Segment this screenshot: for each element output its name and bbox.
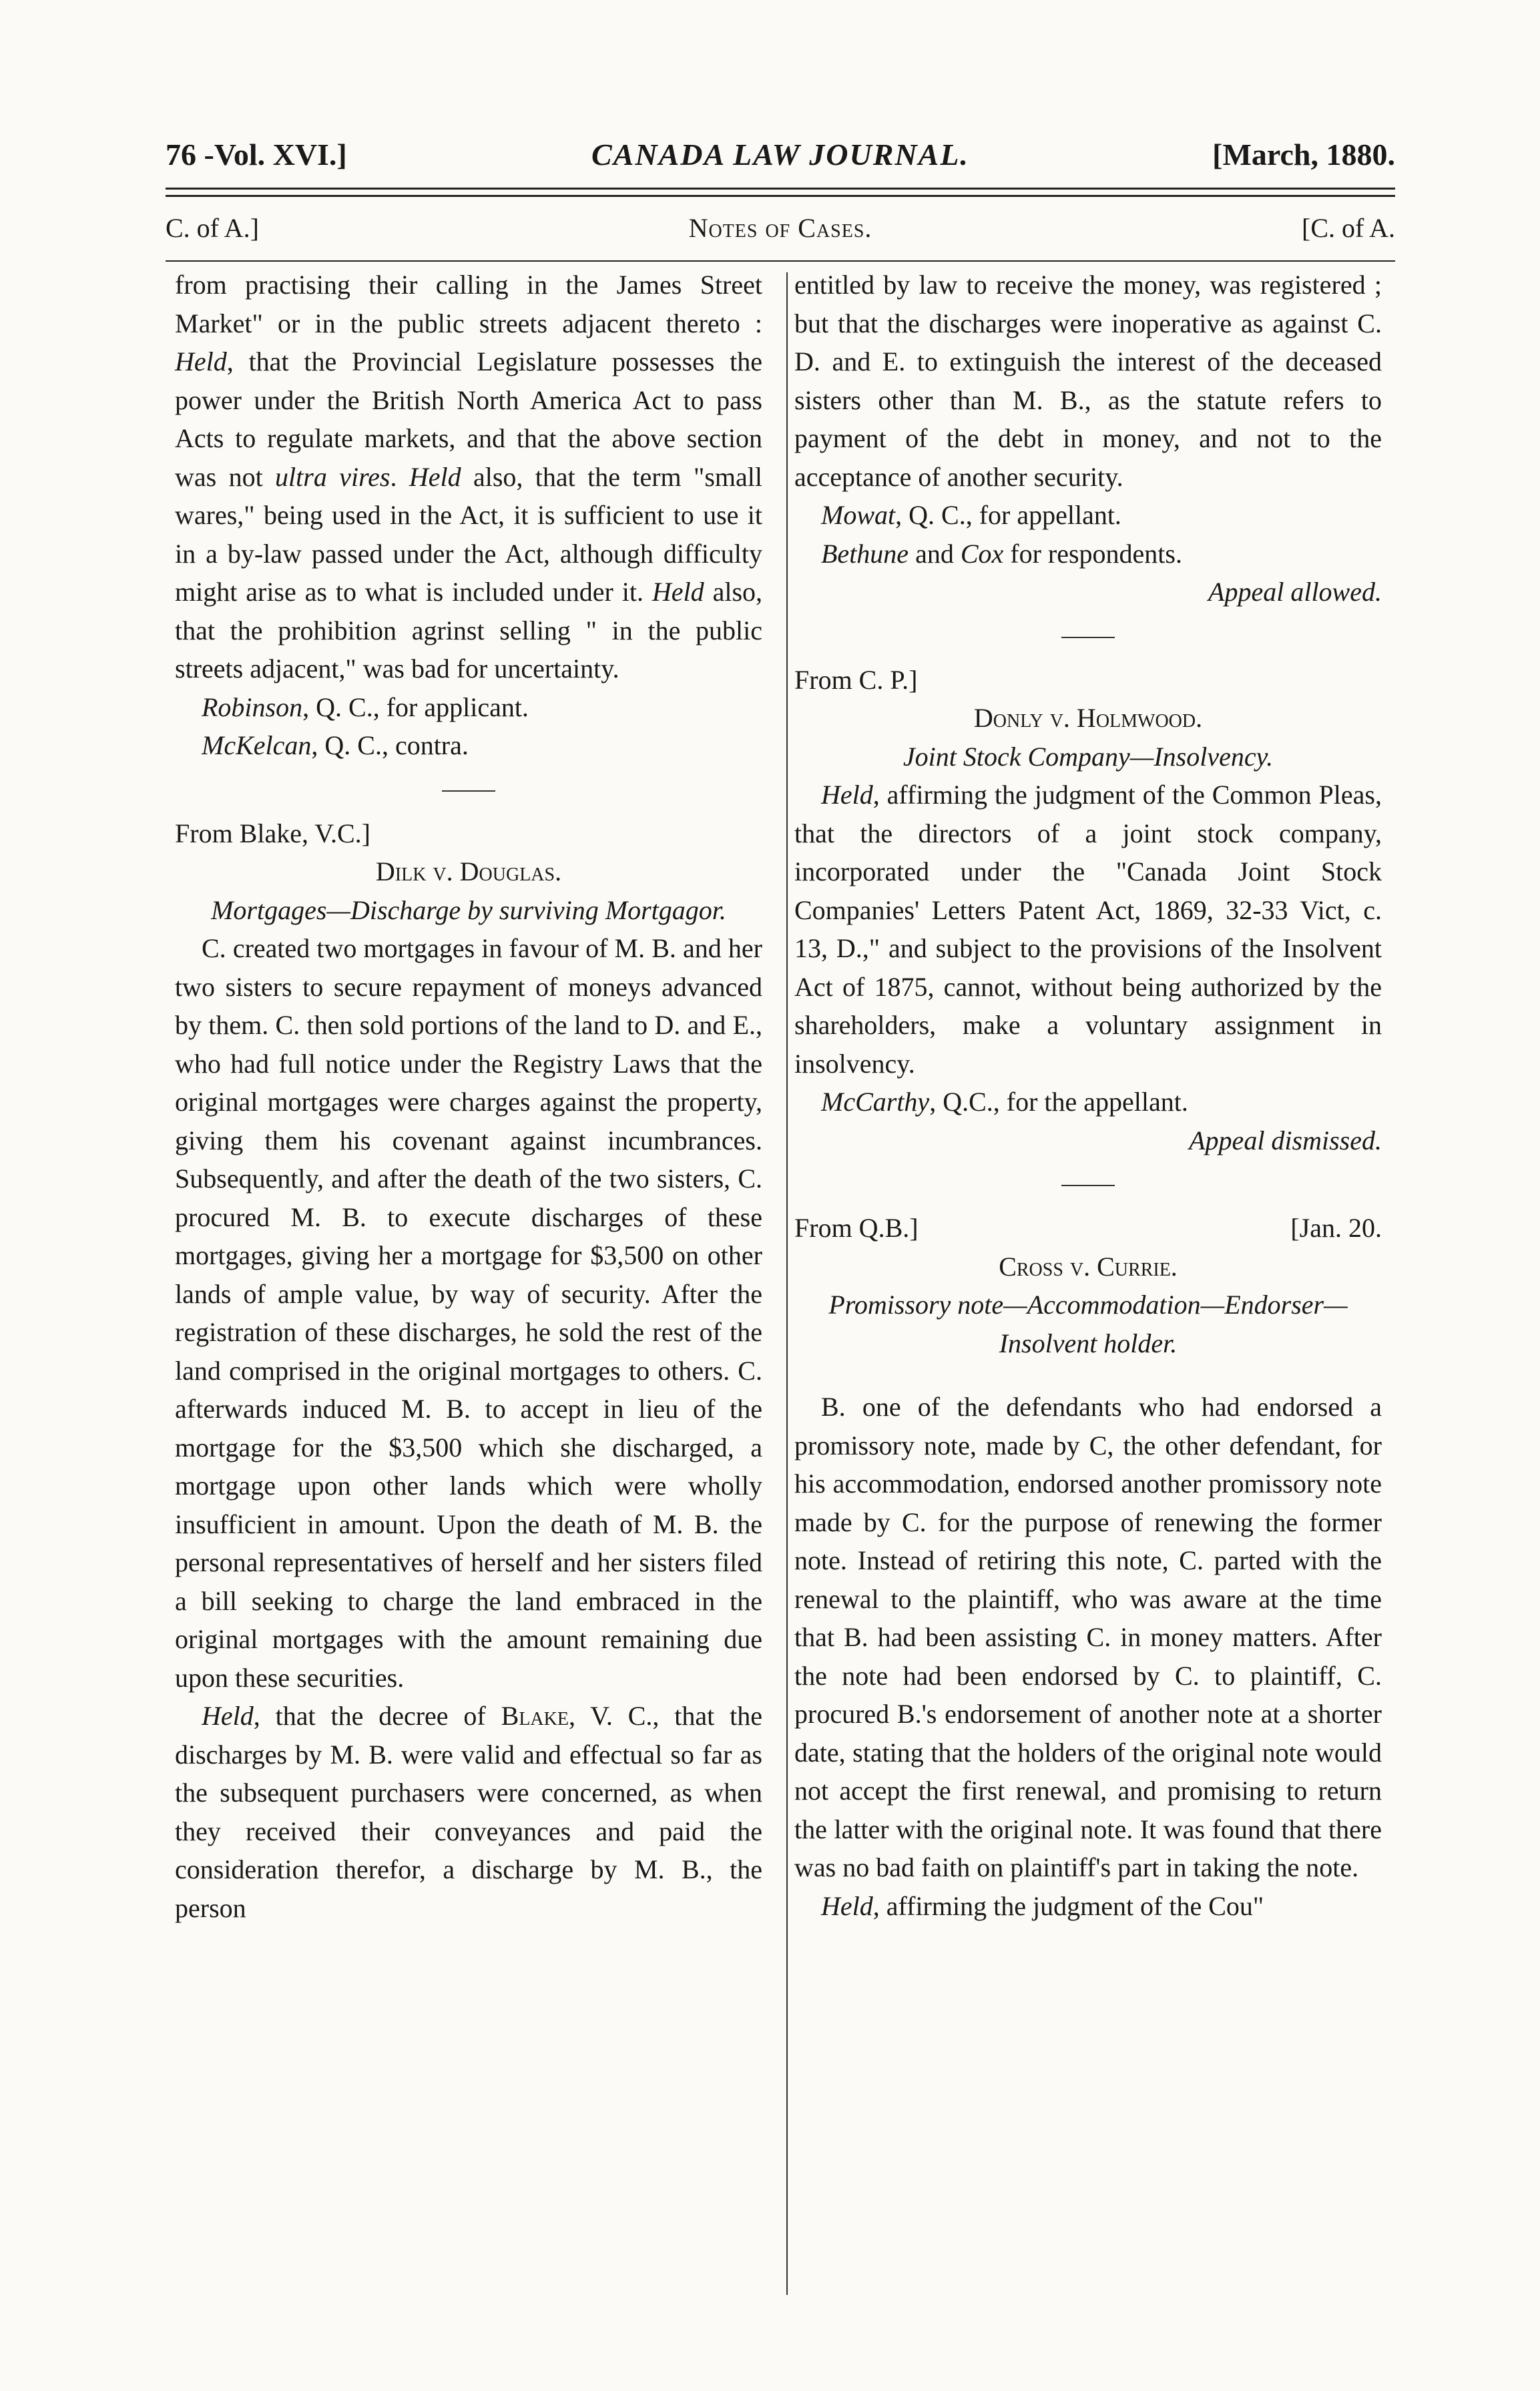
running-head: [166, 137, 1395, 177]
case2-body: C. created two mortgages in favour of M. B. and her two sisters to secure repayment of moneys advanced by them. C. then sold portions of the land to D. and E., who had full notice under the Registry Laws that the original mortgages were charges against the property, giving them his covenant against incumbrances. Subsequently, and after the death of the two sisters, C. procured M. B. to execute discharges of these mortgages, giving her a mortgage for $3,500 on other lands of ample value, by way of security. After the registration of these discharges, he sold the rest of the land comprised in the original mortgages to others. C. afterwards induced M. B. to accept in lieu of the mortgage for the $3,500 which she discharged, a mortgage upon other lands which were wholly insufficient in amount. Upon the death of M. B. the personal representatives of herself and her sisters filed a bill seeking to charge the land embraced in the original mortgages with the amount remaining due upon these securities.: [175, 933, 762, 1693]
case2-held: Held, that the decree of Blake, V. C., that the discharges by M. B. were valid and effectual so far as the subsequent purchasers were concerned, as when they received their conveyances and paid the consideration therefor, a discharge by M. B., the person: [175, 1701, 762, 1923]
disposition: Appeal allowed.: [1208, 577, 1382, 607]
left-column: [175, 266, 762, 1927]
counsel-line: McCarthy, Q.C., for the appellant.: [821, 1087, 1188, 1117]
disposition: Appeal dismissed.: [1189, 1125, 1382, 1155]
column-divider: [786, 272, 788, 2295]
counsel-line: Mowat, Q. C., for appellant.: [821, 500, 1121, 530]
header-rule-top: [166, 188, 1395, 190]
case4-held: Held, affirming the judgment of the Cou": [821, 1890, 1264, 1921]
case4-court: From Q.B.]: [794, 1213, 919, 1243]
case3-court: From C. P.]: [794, 664, 918, 695]
counsel-line: McKelcan, Q. C., contra.: [202, 730, 469, 760]
header-rule-bottom: [166, 195, 1395, 197]
case2-court: From Blake, V.C.]: [175, 818, 370, 848]
right-column: [794, 266, 1382, 1925]
case3-title: Donly v. Holmwood.: [973, 703, 1203, 733]
case4-court-line: [794, 1209, 1382, 1248]
case4-body: B. one of the defendants who had endorsed a promissory note, made by C, the other defendant, for his accommodation, endorsed another promissory note made by C. for the purpose of renewing the former note. Instead of retiring this note, C. parted with the renewal to the plaintiff, who was aware at the time that B. had been assisting C. in money matters. After the note had been endorsed by C. to plaintiff, C. procured B.'s endorsement of another note at a shorter date, stating that the holders of the original note would not accept the first renewal, and promising to return the latter with the original note. It was found that there was no bad faith on plaintiff's part in taking the note.: [794, 1392, 1382, 1882]
counsel-line: Robinson, Q. C., for applicant.: [202, 692, 529, 722]
section-court-right: [C. of A.: [1302, 213, 1395, 243]
case2-title: Dilk v. Douglas.: [375, 856, 562, 886]
case-separator: [1061, 637, 1115, 638]
case2-topic: Mortgages—Discharge by surviving Mortgagor.: [211, 894, 726, 925]
section-title: Notes of Cases.: [688, 213, 872, 243]
page-volume: 76 -Vol. XVI.]: [166, 138, 347, 172]
case3-topic: Joint Stock Company—Insolvency.: [903, 741, 1274, 772]
case2-continuation: entitled by law to receive the money, was registered ; but that the discharges were inoperative as against C. D. and E. to extinguish the interest of the deceased sisters other than M. B., as the statute refers to payment of the debt in money, and not to the acceptance of another security.: [794, 270, 1382, 492]
case-separator: [1061, 1185, 1115, 1186]
case4-topic: Promissory note—Accommodation—Endorser—Insolvent holder.: [828, 1290, 1348, 1358]
journal-title: CANADA LAW JOURNAL.: [591, 138, 969, 172]
section-rule: [166, 260, 1395, 262]
issue-date: [March, 1880.: [1212, 138, 1395, 172]
case1-continuation: from practising their calling in the James Street Market" or in the public streets adjacent thereto : Held, that the Provincial Legislature possesses the power under the British North America Act to pass Acts to regulate markets, and that the above section was not ultra vires. Held also, that the term "small wares," being used in the Act, it is sufficient to use it in a by-law passed under the Act, although difficulty might arise as to what is included under it. Held also, that the prohibition agrinst selling " in the public streets adjacent," was bad for uncertainty.: [175, 270, 763, 684]
case3-held: Held, affirming the judgment of the Common Pleas, that the directors of a joint stock company, incorporated under the "Canada Joint Stock Companies' Letters Patent Act, 1869, 32-33 Vict, c. 13, D.," and subject to the provisions of the Insolvent Act of 1875, cannot, without being authorized by the shareholders, make a voluntary assignment in insolvency.: [794, 780, 1382, 1079]
case4-title: Cross v. Currie.: [999, 1251, 1178, 1282]
case4-date: [Jan. 20.: [1290, 1213, 1382, 1243]
case-separator: [442, 790, 495, 792]
counsel-line: Bethune and Cox for respondents.: [821, 538, 1182, 569]
section-head: [166, 212, 1395, 246]
section-court-left: C. of A.]: [166, 213, 259, 243]
